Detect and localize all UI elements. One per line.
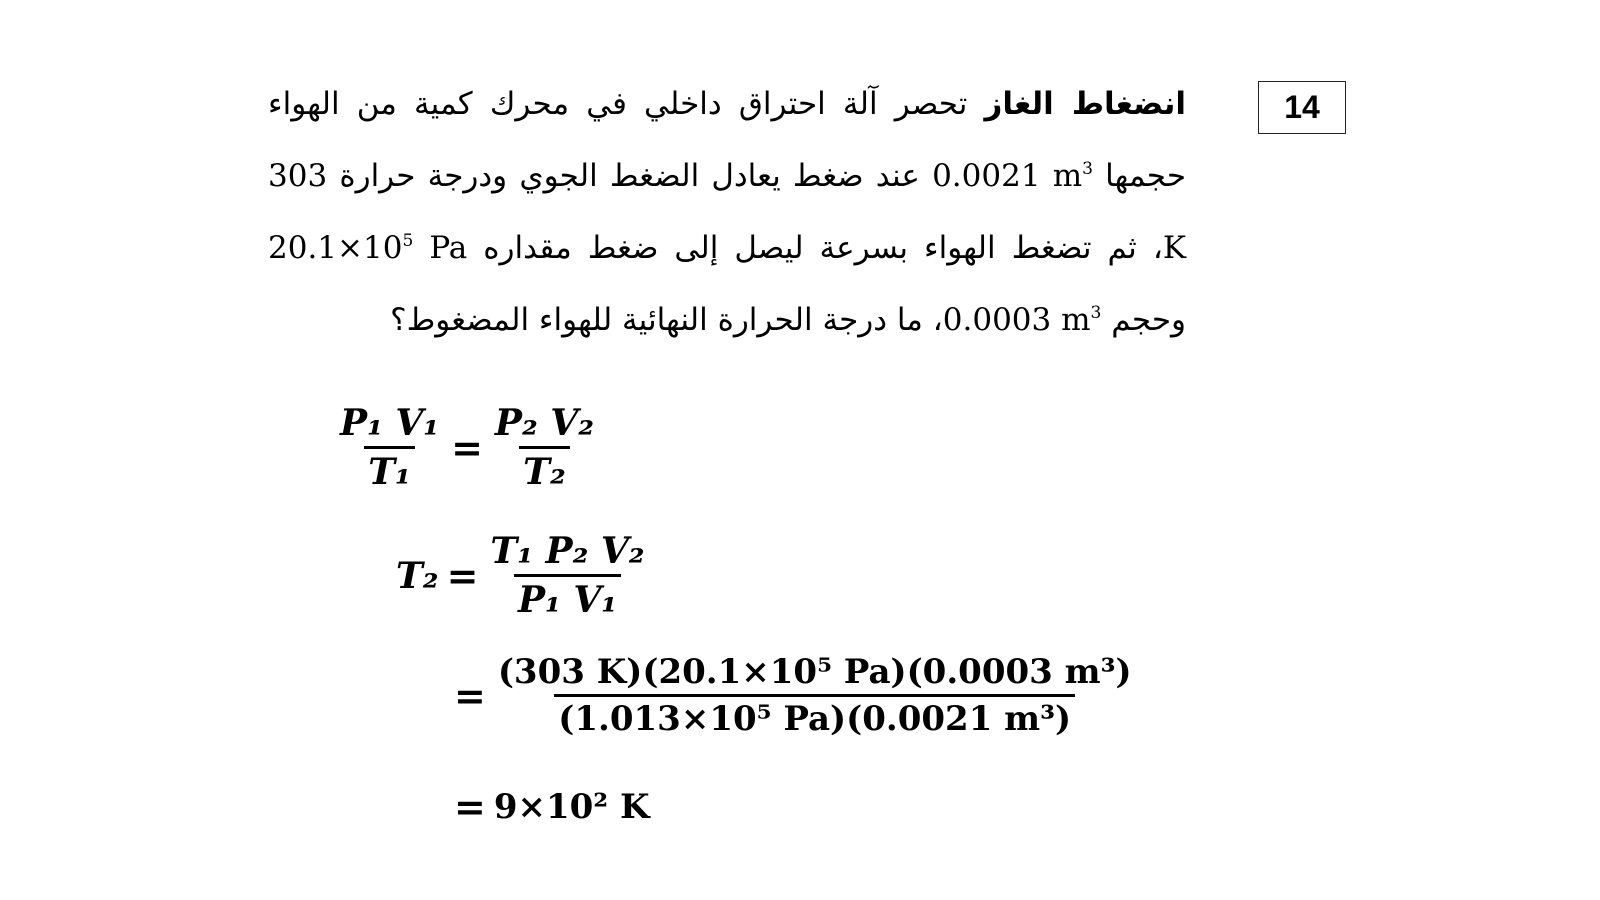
eq1-rhs-numerator: P₂ V₂ [494, 402, 594, 444]
equals-sign: = [454, 784, 486, 829]
temperature-initial: 303 K [268, 158, 1186, 266]
eq3-denominator: (1.013×10⁵ Pa)(0.0021 m³) [554, 694, 1075, 739]
equation-substitution [446, 652, 1136, 739]
equation-combined-gas-law [336, 402, 598, 493]
eq2-numerator: T₁ P₂ V₂ [490, 530, 645, 572]
eq1-lhs-numerator: P₁ V₁ [340, 402, 440, 444]
eq2-denominator: P₁ V₁ [514, 574, 621, 621]
problem-text-3: ، ثم تضغط الهواء بسرعة ليصل إلى ضغط مقداره [467, 230, 1163, 266]
volume-initial: 0.0021 $m^3$ [932, 158, 1093, 194]
eq3-numerator: (303 K)(20.1×10⁵ Pa)(0.0003 m³) [497, 652, 1132, 692]
fraction-lhs [336, 402, 443, 493]
result-value: 9×10² K [493, 786, 650, 827]
problem-text-4: وحجم [1101, 302, 1186, 338]
fraction-rhs [491, 402, 598, 493]
pressure-final: $20.1\times 10^5$ Pa [268, 230, 468, 266]
equals-sign: = [446, 553, 479, 598]
problem-text-1: تحصر آلة احتراق داخلي في محرك كمية من الهواء حجمها [268, 86, 1186, 194]
problem-statement [268, 68, 1186, 356]
equation-solve-t2 [396, 530, 649, 621]
problem-lead: انضغاط الغاز [984, 86, 1186, 122]
equation-result [446, 784, 650, 829]
problem-text-5: ، ما درجة الحرارة النهائية للهواء المضغوط؟ [390, 302, 943, 338]
problem-number: 14 [1284, 89, 1320, 125]
eq2-lhs: T₂ [396, 554, 439, 597]
problem-number-box [1258, 81, 1346, 134]
volume-final: 0.0003 $m^3$ [942, 302, 1102, 338]
eq1-lhs-denominator: T₁ [364, 446, 415, 493]
fraction-t2 [486, 530, 648, 621]
equals-sign: = [454, 673, 486, 718]
problem-text-2: عند ضغط يعادل الضغط الجوي ودرجة حرارة [327, 158, 933, 194]
equals-sign: = [451, 425, 483, 470]
eq1-rhs-denominator: T₂ [519, 446, 570, 493]
fraction-substitution [494, 652, 1136, 739]
